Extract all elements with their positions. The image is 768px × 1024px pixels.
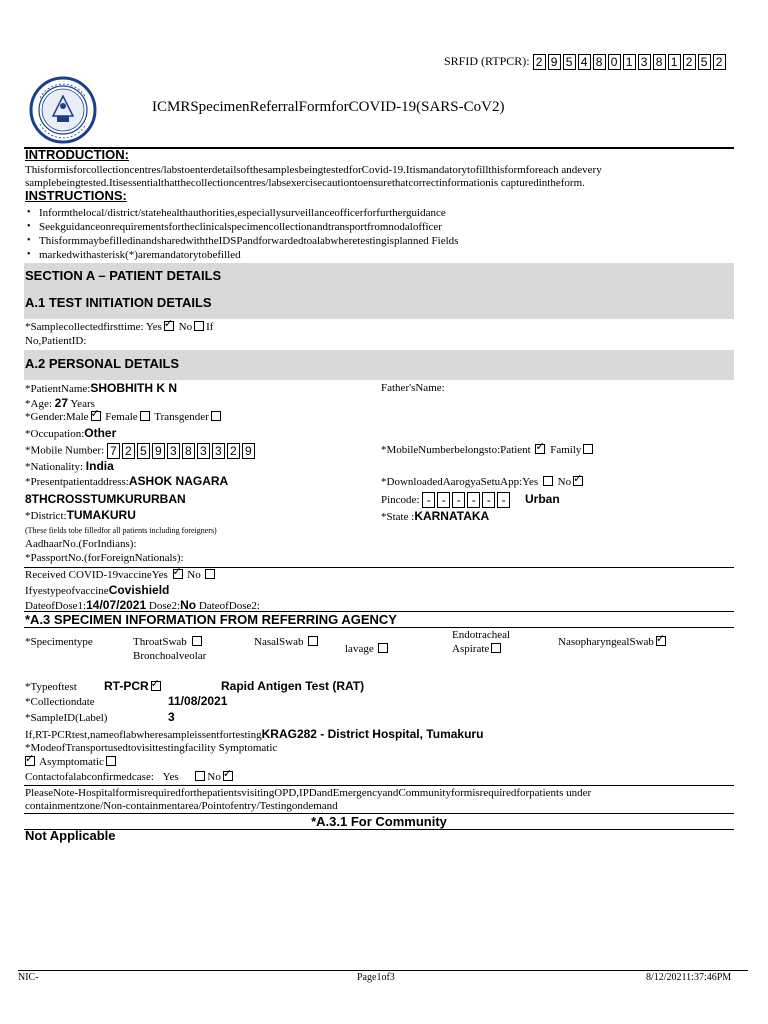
srfid-digit-box: 5 — [563, 54, 576, 70]
dose1-label: DateofDose1: — [25, 600, 87, 612]
pincode-digit-box: - — [467, 492, 480, 508]
patient-name-value[interactable]: SHOBHITH K N — [90, 381, 178, 395]
present-address-line-1[interactable]: ASHOK NAGARA — [128, 474, 229, 488]
pincode-digit-box: - — [497, 492, 510, 508]
srfid-digit-box: 9 — [548, 54, 561, 70]
state-value[interactable]: KARNATAKA — [414, 509, 490, 523]
contact-no-label: No — [207, 771, 221, 783]
mobile-digit-box: 8 — [182, 443, 195, 459]
vaccine-type-value[interactable]: Covishield — [108, 583, 170, 597]
age-value[interactable]: 27 — [54, 396, 68, 410]
lavage-label: lavage — [345, 643, 374, 655]
dose1-value[interactable]: 14/07/2021 — [86, 598, 147, 612]
gender-female-checkbox[interactable] — [140, 411, 150, 421]
instructions-heading: INSTRUCTIONS: — [25, 188, 127, 203]
female-label: Female — [105, 411, 138, 423]
asymptomatic-row — [25, 756, 118, 768]
note-line-2: containmentzone/Non-containmentarea/Pointofentry/Testingondemand — [25, 800, 338, 812]
present-address-line-2[interactable]: 8THCROSSTUMKURURBAN — [25, 492, 186, 506]
srfid-digit-box: 5 — [698, 54, 711, 70]
srfid-digit-box: 2 — [713, 54, 726, 70]
mobile-belongs-row — [381, 444, 595, 456]
footer-page: Page1of3 — [357, 972, 395, 983]
pincode-digit-box: - — [422, 492, 435, 508]
patient-name-row — [25, 381, 177, 395]
aadhaar-label: AadhaarNo.(ForIndians): — [25, 538, 137, 550]
srfid-digit-box: 0 — [608, 54, 621, 70]
transport-label: *ModeofTransportusedtovisittestingfacility Symptomatic — [25, 742, 278, 754]
gender-label: *Gender:Male — [25, 411, 89, 423]
specimen-type-label: *Specimentype — [25, 636, 93, 648]
occupation-row — [25, 426, 116, 440]
aarogya-yes-checkbox[interactable] — [543, 476, 553, 486]
throat-swab-option — [133, 636, 204, 648]
aarogya-row — [381, 476, 585, 488]
pincode-label: Pincode: — [381, 494, 420, 506]
a31-value: Not Applicable — [25, 828, 116, 843]
aarogya-no-checkbox[interactable] — [573, 476, 583, 486]
first-time-yes-checkbox[interactable] — [164, 321, 174, 331]
mobile-digit-box: 3 — [167, 443, 180, 459]
a3-title: *A.3 SPECIMEN INFORMATION FROM REFERRING AGENCY — [25, 612, 397, 627]
state-label: *State : — [381, 511, 415, 523]
sample-id-value[interactable]: 3 — [168, 710, 175, 724]
form-title: ICMRSpecimenReferralFormforCOVID-19(SARS-CoV2) — [152, 99, 505, 115]
nasal-swab-label: NasalSwab — [254, 636, 304, 648]
footer-timestamp: 8/12/20211:37:46PM — [646, 972, 732, 983]
lab-label: If,RT-PCRtest,nameoflabwheresampleissentfortesting — [25, 729, 262, 741]
dose2-label: Dose2: — [148, 600, 181, 612]
intro-line-1: Thisformisforcollectioncentres/labstoenterdetailsofthesamplesbeingtestedforCovid-19.Itismandatorytofillthisformforeach andevery — [25, 164, 602, 176]
nasopharyngeal-swab-checkbox[interactable] — [656, 636, 666, 646]
endotracheal-aspirate-checkbox[interactable] — [491, 643, 501, 653]
symptomatic-checkbox[interactable] — [25, 756, 35, 766]
gender-male-checkbox[interactable] — [91, 411, 101, 421]
area-value[interactable]: Urban — [525, 492, 560, 506]
occupation-label: *Occupation: — [25, 428, 85, 440]
throat-swab-checkbox[interactable] — [192, 636, 202, 646]
vaccine-type-row — [25, 583, 169, 597]
nasal-swab-option — [254, 636, 320, 648]
vaccine-yes-label: Yes — [151, 569, 168, 581]
vaccine-divider — [24, 567, 734, 568]
transgender-label: Transgender — [154, 411, 209, 423]
contact-row — [25, 771, 235, 783]
gender-row — [25, 411, 223, 423]
district-label: *District: — [25, 510, 67, 522]
age-row — [25, 396, 95, 410]
pincode-digit-box: - — [437, 492, 450, 508]
srfid-row — [444, 54, 726, 70]
footer-divider — [18, 970, 748, 971]
asymptomatic-label: Asymptomatic — [39, 756, 104, 768]
vaccine-row — [25, 569, 217, 581]
contact-no-checkbox[interactable] — [223, 771, 233, 781]
collection-date-value[interactable]: 11/08/2021 — [168, 694, 228, 708]
srfid-digit-box: 2 — [533, 54, 546, 70]
patient-id-label: No,PatientID: — [25, 335, 87, 347]
mobile-digit-box: 7 — [107, 443, 120, 459]
a31-bottom-divider — [24, 829, 734, 830]
aarogya-yes-label: Yes — [522, 476, 539, 488]
mobile-digit-box: 9 — [242, 443, 255, 459]
passport-label: *PassportNo.(forForeignNationals): — [25, 552, 184, 564]
mobile-digit-box: 9 — [152, 443, 165, 459]
instruction-item: • markedwithasterisk(*)aremandatorytobefilled — [25, 248, 458, 262]
aspirate-option — [452, 643, 503, 655]
if-text: If — [206, 321, 214, 333]
mobile-digit-box: 2 — [227, 443, 240, 459]
age-unit: Years — [70, 398, 95, 410]
dose2-value[interactable]: No — [180, 598, 197, 612]
gender-transgender-checkbox[interactable] — [211, 411, 221, 421]
a2-title: A.2 PERSONAL DETAILS — [25, 356, 180, 371]
note-divider — [24, 785, 734, 786]
srfid-digit-box: 1 — [668, 54, 681, 70]
vaccine-yes-checkbox[interactable] — [173, 569, 183, 579]
mobile-digit-box: 3 — [197, 443, 210, 459]
mobile-digit-box: 5 — [137, 443, 150, 459]
aspirate-label: Aspirate — [452, 643, 490, 655]
lab-name-value[interactable]: KRAG282 - District Hospital, Tumakuru — [261, 727, 484, 741]
intro-line-2: samplebeingtested.Itisessentialthatthecollectioncentres/labsexercisecautiontoensurethatcorrectinformationis capturedintheform. — [25, 177, 585, 189]
belongs-family-checkbox[interactable] — [583, 444, 593, 454]
mobile-belongs-label: *MobileNumberbelongsto:Patient — [381, 444, 531, 456]
instruction-item: • Seekguidanceonrequirementsfortheclinicalspecimencollectionandtransportfromnodalofficer — [25, 220, 458, 234]
aarogya-label: *DownloadedAarogyaSetuApp: — [381, 476, 523, 488]
mobile-label: *Mobile Number: — [25, 444, 105, 457]
contact-yes-checkbox[interactable] — [195, 771, 205, 781]
no-label: No — [178, 321, 193, 333]
srfid-digit-box: 1 — [623, 54, 636, 70]
district-row — [25, 508, 136, 522]
instruction-item: • Informthelocal/district/statehealthauthorities,especiallysurveillanceofficerforfurtherguidance — [25, 206, 458, 220]
pincode-row — [381, 492, 560, 508]
instruction-item: • ThisformmaybefilledinandsharedwiththeIDSPandforwardedtoalabwheretestingisplanned Fields — [25, 234, 458, 248]
pincode-digit-box: - — [482, 492, 495, 508]
instructions-list — [25, 206, 458, 262]
fathers-name-label: Father'sName: — [381, 382, 445, 394]
vaccine-no-checkbox[interactable] — [205, 569, 215, 579]
rat-option — [221, 679, 364, 693]
contact-label: Contactofalabconfirmedcase: — [25, 771, 154, 783]
state-row — [381, 509, 489, 523]
dose2-date-label: DateofDose2: — [198, 600, 260, 612]
a31-title: *A.3.1 For Community — [311, 814, 447, 829]
mobile-digit-box: 3 — [212, 443, 225, 459]
present-address-row — [25, 474, 228, 488]
rat-label: Rapid Antigen Test (RAT) — [221, 679, 365, 693]
srfid-digit-box: 8 — [653, 54, 666, 70]
rtpcr-option — [104, 679, 163, 693]
a3-bottom-divider — [24, 627, 734, 628]
endotracheal-label: Endotracheal — [452, 629, 511, 641]
rtpcr-label: RT-PCR — [104, 679, 149, 693]
vaccine-no-label: No — [187, 569, 201, 581]
nasal-swab-checkbox[interactable] — [308, 636, 318, 646]
foreigners-note: (These fields tobe filledfor all patients including foreigners) — [25, 526, 217, 535]
asymptomatic-checkbox[interactable] — [106, 756, 116, 766]
yes-label: Yes — [145, 321, 162, 333]
note-line-1: PleaseNote-HospitalformisrequiredforthepatientsvisitingOPD,IPDandEmergencyandCommunityformisrequiredforpatients under — [25, 787, 592, 799]
first-time-no-checkbox[interactable] — [194, 321, 204, 331]
srfid-digit-box: 3 — [638, 54, 651, 70]
test-type-label: *Typeoftest — [25, 681, 77, 693]
lavage-option — [345, 643, 390, 655]
rtpcr-checkbox[interactable] — [151, 681, 161, 691]
sample-id-label: *SampleID(Label) — [25, 712, 108, 724]
lab-row — [25, 727, 483, 741]
mobile-digit-box: 2 — [122, 443, 135, 459]
srfid-digit-boxes — [533, 54, 726, 70]
a1-title: A.1 TEST INITIATION DETAILS — [25, 295, 212, 310]
bronchoalveolar-lavage-checkbox[interactable] — [378, 643, 388, 653]
mobile-row — [25, 443, 255, 459]
title-divider — [24, 147, 734, 149]
dose-row — [25, 598, 260, 612]
icmr-logo — [26, 76, 100, 144]
pincode-digit-box: - — [452, 492, 465, 508]
mobile-digit-boxes[interactable] — [107, 443, 255, 459]
sample-first-time-row — [25, 321, 213, 333]
vaccine-type-label: Ifyestypeofvaccine — [25, 585, 109, 597]
sample-first-time-label: *Samplecollectedfirsttime: — [25, 321, 144, 333]
footer-left: NIC- — [18, 972, 39, 983]
nationality-value[interactable]: India — [85, 459, 114, 473]
collection-date-label: *Collectiondate — [25, 696, 95, 708]
district-value[interactable]: TUMAKURU — [66, 508, 136, 522]
introduction-heading: INTRODUCTION: — [25, 147, 129, 162]
throat-swab-label: ThroatSwab — [133, 636, 187, 648]
nasopharyngeal-option — [558, 636, 668, 648]
belongs-patient-checkbox[interactable] — [535, 444, 545, 454]
age-label: *Age: — [25, 398, 52, 410]
pincode-digit-boxes[interactable] — [422, 492, 510, 508]
srfid-digit-box: 8 — [593, 54, 606, 70]
nationality-label: *Nationality: — [25, 461, 84, 473]
contact-yes-label: Yes — [162, 771, 179, 783]
srfid-digit-box: 4 — [578, 54, 591, 70]
section-a-title: SECTION A – PATIENT DETAILS — [25, 268, 222, 283]
bronchoalveolar-label: Bronchoalveolar — [133, 650, 207, 662]
occupation-value[interactable]: Other — [84, 426, 117, 440]
nasopharyngeal-label: NasopharyngealSwab — [558, 636, 654, 648]
present-address-label: *Presentpatientaddress: — [25, 476, 129, 488]
srfid-digit-box: 2 — [683, 54, 696, 70]
nationality-row — [25, 459, 114, 473]
srfid-label: SRFID (RTPCR): — [444, 54, 530, 68]
patient-name-label: *PatientName: — [25, 383, 91, 395]
aarogya-no-label: No — [557, 476, 572, 488]
family-label: Family — [550, 444, 582, 456]
vaccine-label: Received COVID-19vaccine — [25, 569, 152, 581]
